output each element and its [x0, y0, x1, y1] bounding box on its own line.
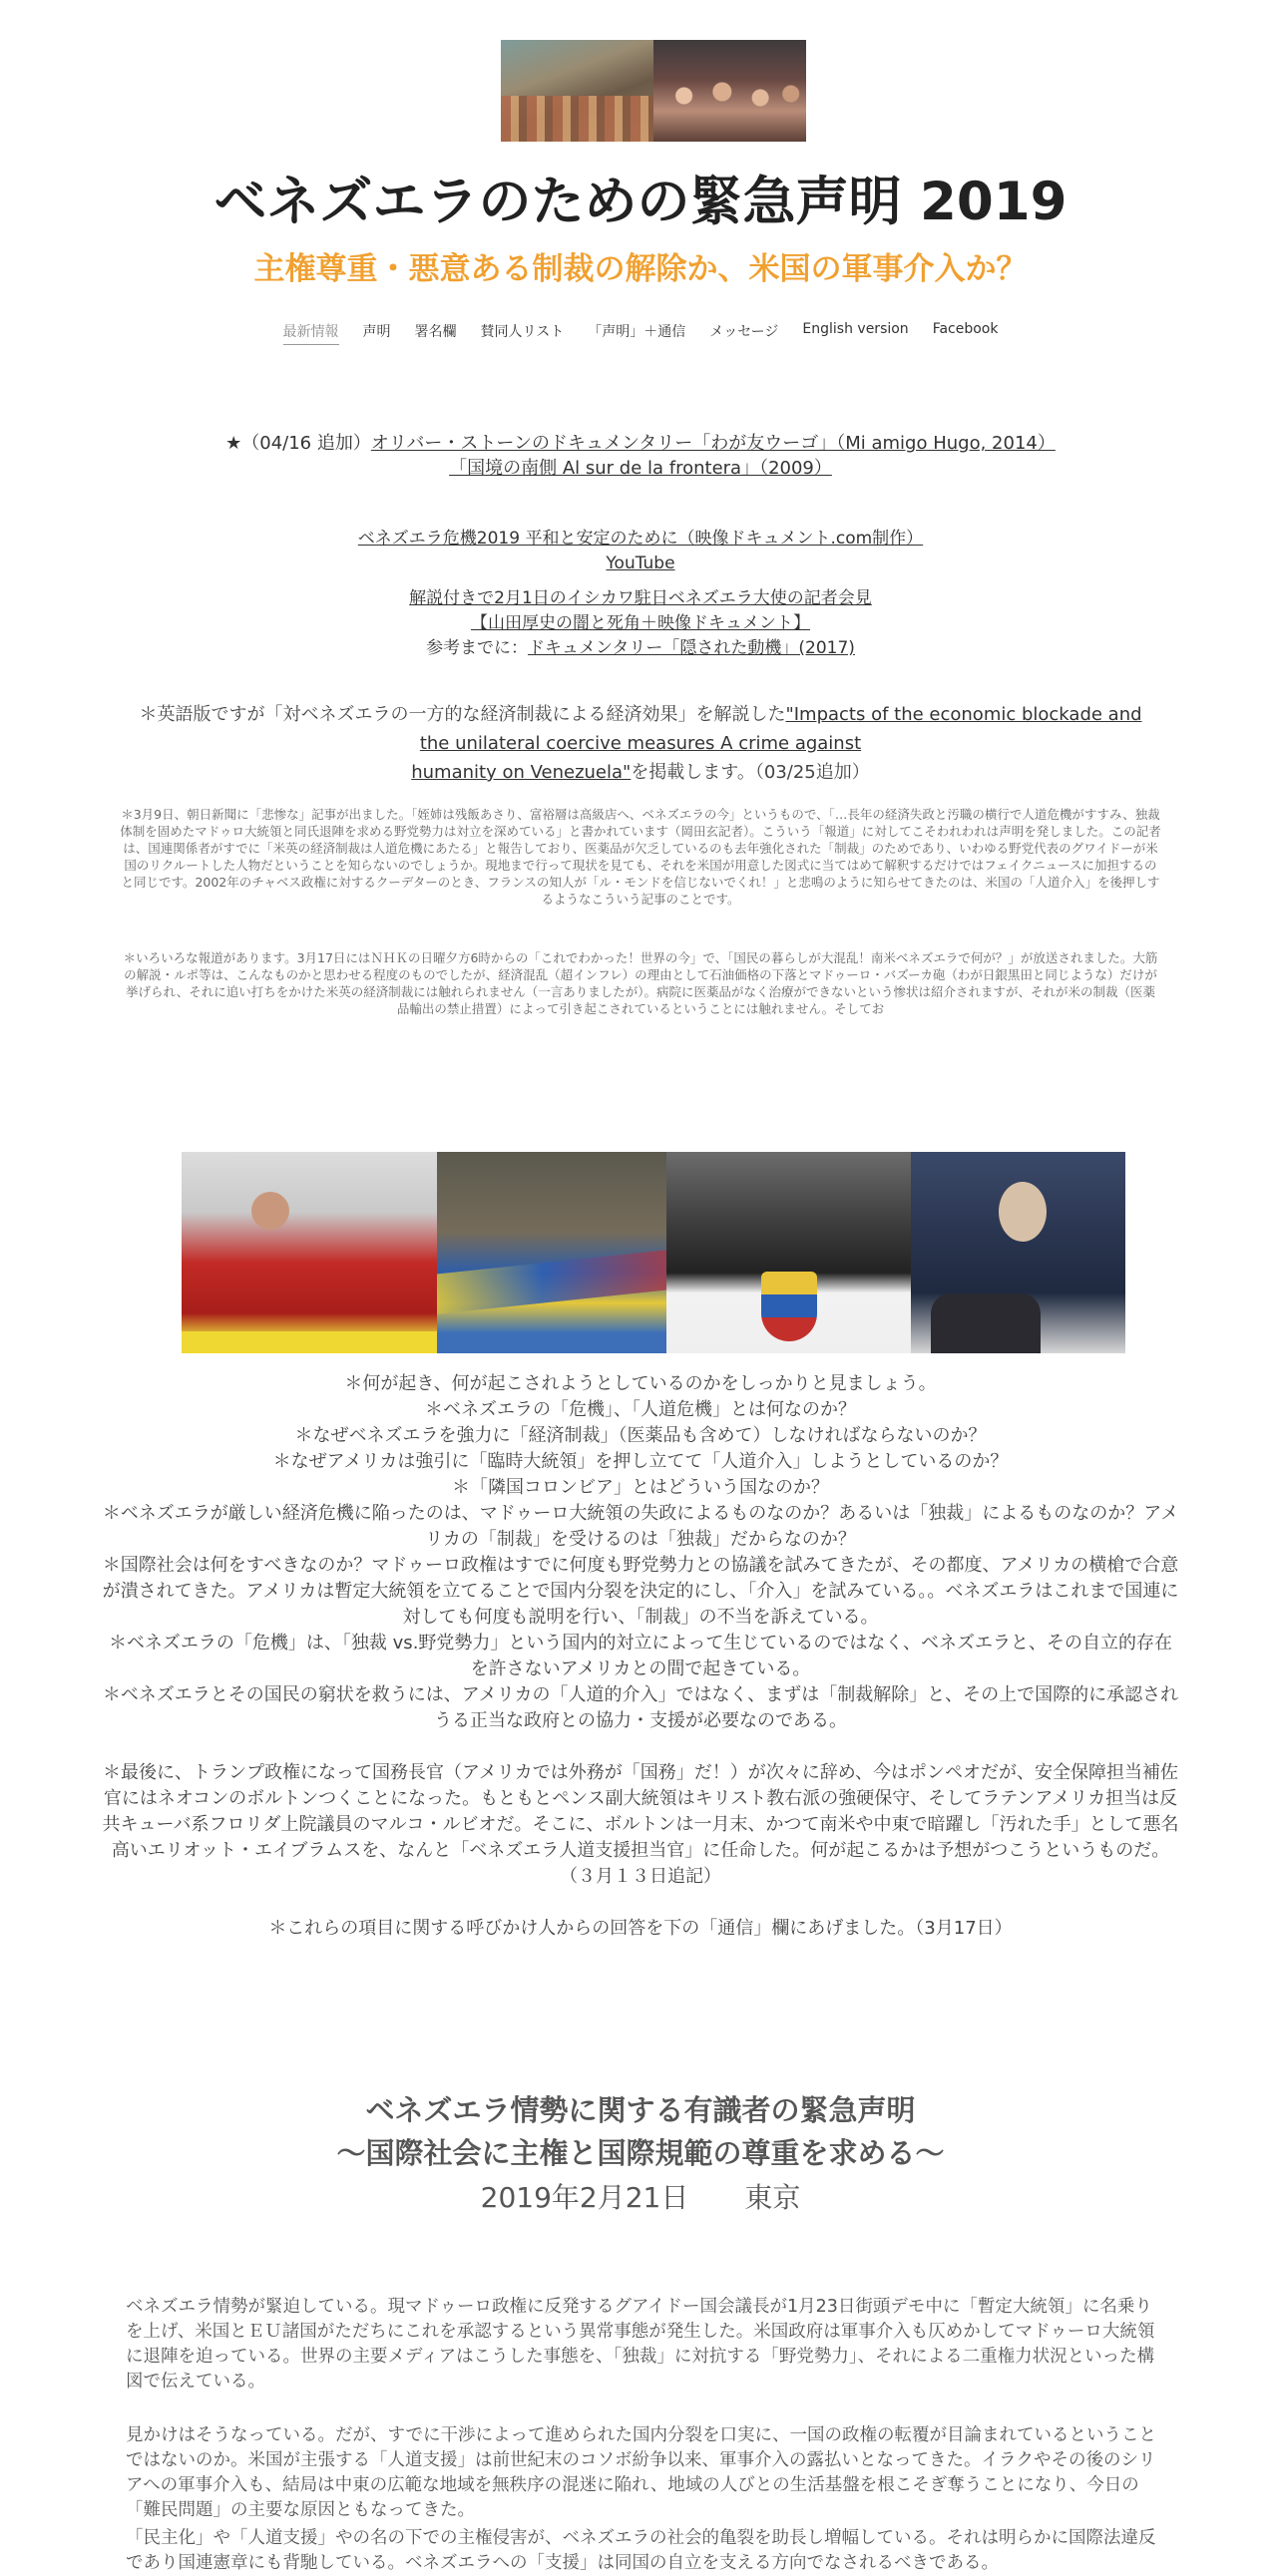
asahi-commentary: ＊3月9日、朝日新聞に「悲惨な」記事が出ました。「姪姉は残飯あさり、富裕層は高級店へ、ベネズエラの今」というもので、「…長年の経済失政と汚職の横行で人道危機がすすみ、独裁体制を固めたマドゥロ大統領と同氏退陣を求める野党勢力は対立を深めている」と書かれています（岡田玄記者）。こういう「報道」に対してこそわれわれは声明を発しました。この記者は、国連関係者がすでに「米英の経済制裁は人道危機にあたる」と報告しており、医薬品が欠乏しているのも去年強化された「制裁」のためであり、いわゆる野党代表のグワイドーが米国のリクルートした人物だということを知らないのでしょうか。現地まで行って現状を見ても、それを米国が用意した図式に当てはめて解釈するだけではフェイクニュースに加担するのと同じです。2002年のチャベス政権に対するクーデターのとき、フランスの知人が「ル・モンドを信じないでくれ！」と悲鳴のように知らせてきたのは、米国の「人道介入」を後押しするようなこういう記事のことです。	[120, 807, 1161, 907]
impacts-report-link-b[interactable]: the unilateral coercive measures A crime against	[419, 733, 862, 754]
youtube-link[interactable]: YouTube	[606, 553, 675, 573]
english-report-note	[100, 700, 1181, 787]
final-note-date: （３月１３日追記）	[560, 1866, 721, 1887]
question-item: ＊なぜアメリカは強引に「臨時大統領」を押し立てて「人道介入」しようとしているのか？	[272, 1451, 1009, 1472]
nav-item-signature[interactable]: 署名欄	[414, 324, 457, 340]
official-photo	[911, 1152, 1125, 1353]
nav-item-statement[interactable]: 声明	[362, 324, 391, 340]
yamada-link[interactable]: 【山田厚史の闇と死角＋映像ドキュメント】	[471, 613, 810, 633]
oliver-stone-link[interactable]: オリバー・ストーンのドキュメンタリー「わが友ウーゴ」（Mi amigo Hugo, 2014）	[370, 433, 1056, 454]
reference-prefix: 参考までに：	[426, 638, 529, 658]
impacts-report-link-a[interactable]: "Impacts of the economic blockade and	[785, 704, 1142, 725]
ambassador-press-link[interactable]: 解説付きで2月1日のイシカワ駐日ベネズエラ大使の記者会見	[409, 588, 872, 608]
podium-photo	[666, 1152, 911, 1353]
statement-paragraph: 「民主化」や「人道支援」やの名の下での主権侵害が、ベネズエラの社会的亀裂を助長し増幅している。それは明らかに国際法違反であり国連憲章にも背馳している。ベネズエラへの「支援」は同国の自立を支える方向でなされるべきである。	[126, 2528, 1156, 2573]
questions-list	[100, 1371, 1181, 1942]
header-image	[501, 40, 806, 142]
nav-item-facebook[interactable]: Facebook	[932, 321, 999, 337]
document-links	[100, 527, 1181, 661]
hillside-houses-photo	[501, 40, 653, 142]
question-item: ＊何が起き、何が起こされようとしているのかをしっかりと見ましょう。	[344, 1373, 937, 1394]
final-note: ＊最後に、トランプ政権になって国務長官（アメリカでは外務が「国務」だ！）が次々に辞め、今はポンペオだが、安全保障担当補佐官にはネオコンのボルトンつくことになった。もともとペンス副大統領はキリスト教右派の強硬保守、そしてラテンアメリカ担当は反共キューバ系フロリダ上院議員のマルコ・ルビオだ。そこに、ボルトンは一月末、かつて南米や中東で暗躍し「汚れた手」として悪名高いエリオット・エイブラムスを、なんと「ベネズエラ人道支援担当官」に任命した。何が起こるかは予想がつこうというものだ。	[102, 1762, 1179, 1861]
english-note-prefix: ＊英語版ですが「対ベネズエラの一方的な経済制裁による経済効果」を解説した	[139, 704, 786, 725]
statement-paragraph: ベネズエラ情勢が緊迫している。現マドゥーロ政権に反発するグアイドー国会議長が1月23日街頭デモ中に「暫定大統領」に名乗りを上げ、米国とＥＵ諸国がただちにこれを承認するという異常事態が発生した。米国政府は軍事介入も仄めかしてマドゥーロ大統領に退陣を迫っている。世界の主要メディアはこうした事態を、「独裁」に対抗する「野党勢力」、それによる二重権力状況といった構図で伝えている。	[126, 2297, 1155, 2392]
nhk-commentary: ＊いろいろな報道があります。3月17日にはＮＨＫの日曜夕方6時からの「これでわかった！世界の今」で、「国民の暮らしが大混乱！南米ベネズエラで何が？」が放送されました。大筋の解説・ルポ等は、こんなものかと思わせる程度のものでしたが、経済混乱（超インフレ）の理由として石油価格の下落とマドゥーロ・バズーカ砲（わが日銀黒田と同じような）だけが挙げられ、それに追い打ちをかけた米英の経済制裁には触れられません（一言ありましたが）。病院に医薬品がなく治療ができないという惨状は紹介されますが、それが米の制裁（医薬品輸出の禁止措置）によって引き起こされているということには触れません。そしてお	[123, 950, 1158, 1016]
announcement	[100, 431, 1181, 481]
nav-item-statement-news[interactable]: 「声明」＋通信	[588, 324, 686, 340]
reply-note: ＊これらの項目に関する呼びかけ人からの回答を下の「通信」欄にあげました。（3月17日）	[268, 1918, 1013, 1939]
statement-date-place: 2019年2月21日 東京	[480, 2181, 801, 2214]
reference-line	[100, 636, 1181, 661]
hidden-motive-link[interactable]: ドキュメンタリー「隠された動機」(2017)	[528, 638, 855, 658]
flag-crowd-photo	[437, 1152, 666, 1353]
english-note-suffix: を掲載します。（03/25追加）	[631, 762, 870, 783]
statement-paragraph: 見かけはそうなっている。だが、すでに干渉によって進められた国内分裂を口実に、一国の政権の転覆が目論まれているということではないのか。米国が主張する「人道支援」は前世紀末のコソボ紛争以来、軍事介入の露払いとなってきた。イラクやその後のシリアへの軍事介入も、結局は中東の広範な地域を無秩序の混迷に陥れ、地域の人びとの生活基盤を根こそぎ奪うことになり、今日の「難民問題」の主要な原因ともなってきた。	[126, 2425, 1157, 2520]
nav-item-messages[interactable]: メッセージ	[709, 324, 779, 340]
question-item: ＊ベネズエラが厳しい経済危機に陥ったのは、マドゥーロ大統領の失政によるものなのか？あるいは「独裁」によるものなのか？アメリカの「制裁」を受けるのは「独裁」だからなのか？	[102, 1503, 1179, 1550]
photo-collage	[182, 1152, 1125, 1353]
question-item: ＊ベネズエラとその国民の窮状を救うには、アメリカの「人道的介入」ではなく、まずは「制裁解除」と、その上で国際的に承認されうる正当な政府との協力・支援が必要なのである。	[102, 1684, 1179, 1731]
statement-subtitle: ～国際社会に主権と国際規範の尊重を求める～	[336, 2136, 945, 2170]
question-item: ＊なぜベネズエラを強力に「経済制裁」（医薬品も含めて）しなければならないのか？	[294, 1425, 987, 1446]
question-item: ＊ベネズエラの「危機」は、「独裁 vs.野党勢力」という国内的対立によって生じているのではなく、ベネズエラと、その自立的存在を許さないアメリカとの間で起きている。	[108, 1633, 1173, 1679]
announce-prefix: ★（04/16 追加）	[225, 433, 371, 454]
site-subtitle: 主権尊重・悪意ある制裁の解除か、米国の軍事介入か？	[253, 251, 1028, 287]
crisis-video-link[interactable]: ベネズエラ危機2019 平和と安定のために（映像ドキュメント.com制作）	[357, 529, 924, 549]
question-item: ＊「隣国コロンビア」とはどういう国なのか？	[452, 1477, 829, 1498]
question-item: ＊国際社会は何をすべきなのか？マドゥーロ政権はすでに何度も野党勢力との協議を試みてきたが、その都度、アメリカの横槍で合意が潰されてきた。アメリカは暫定大統領を立てることで国内分裂を決定的にし、「介入」を試みている。。ベネズエラはこれまで国連に対しても何度も説明を行い、「制裁」の不当を訴えている。	[102, 1555, 1179, 1628]
crowd-photo	[653, 40, 806, 142]
impacts-report-link-c[interactable]: humanity on Venezuela"	[411, 762, 632, 783]
al-sur-link[interactable]: 「国境の南側 Al sur de la frontera」（2009）	[449, 458, 832, 479]
statement-title: ベネズエラ情勢に関する有識者の緊急声明	[365, 2093, 916, 2127]
nav-item-supporters[interactable]: 賛同人リスト	[480, 324, 565, 340]
main-nav	[0, 321, 1281, 345]
question-item: ＊ベネズエラの「危機」、「人道危機」とは何なのか？	[425, 1399, 856, 1420]
site-title[interactable]: ベネズエラのための緊急声明 2019	[214, 172, 1068, 232]
nav-item-english[interactable]: English version	[802, 321, 909, 337]
rally-photo	[182, 1152, 437, 1353]
nav-item-news[interactable]: 最新情報	[283, 321, 339, 345]
